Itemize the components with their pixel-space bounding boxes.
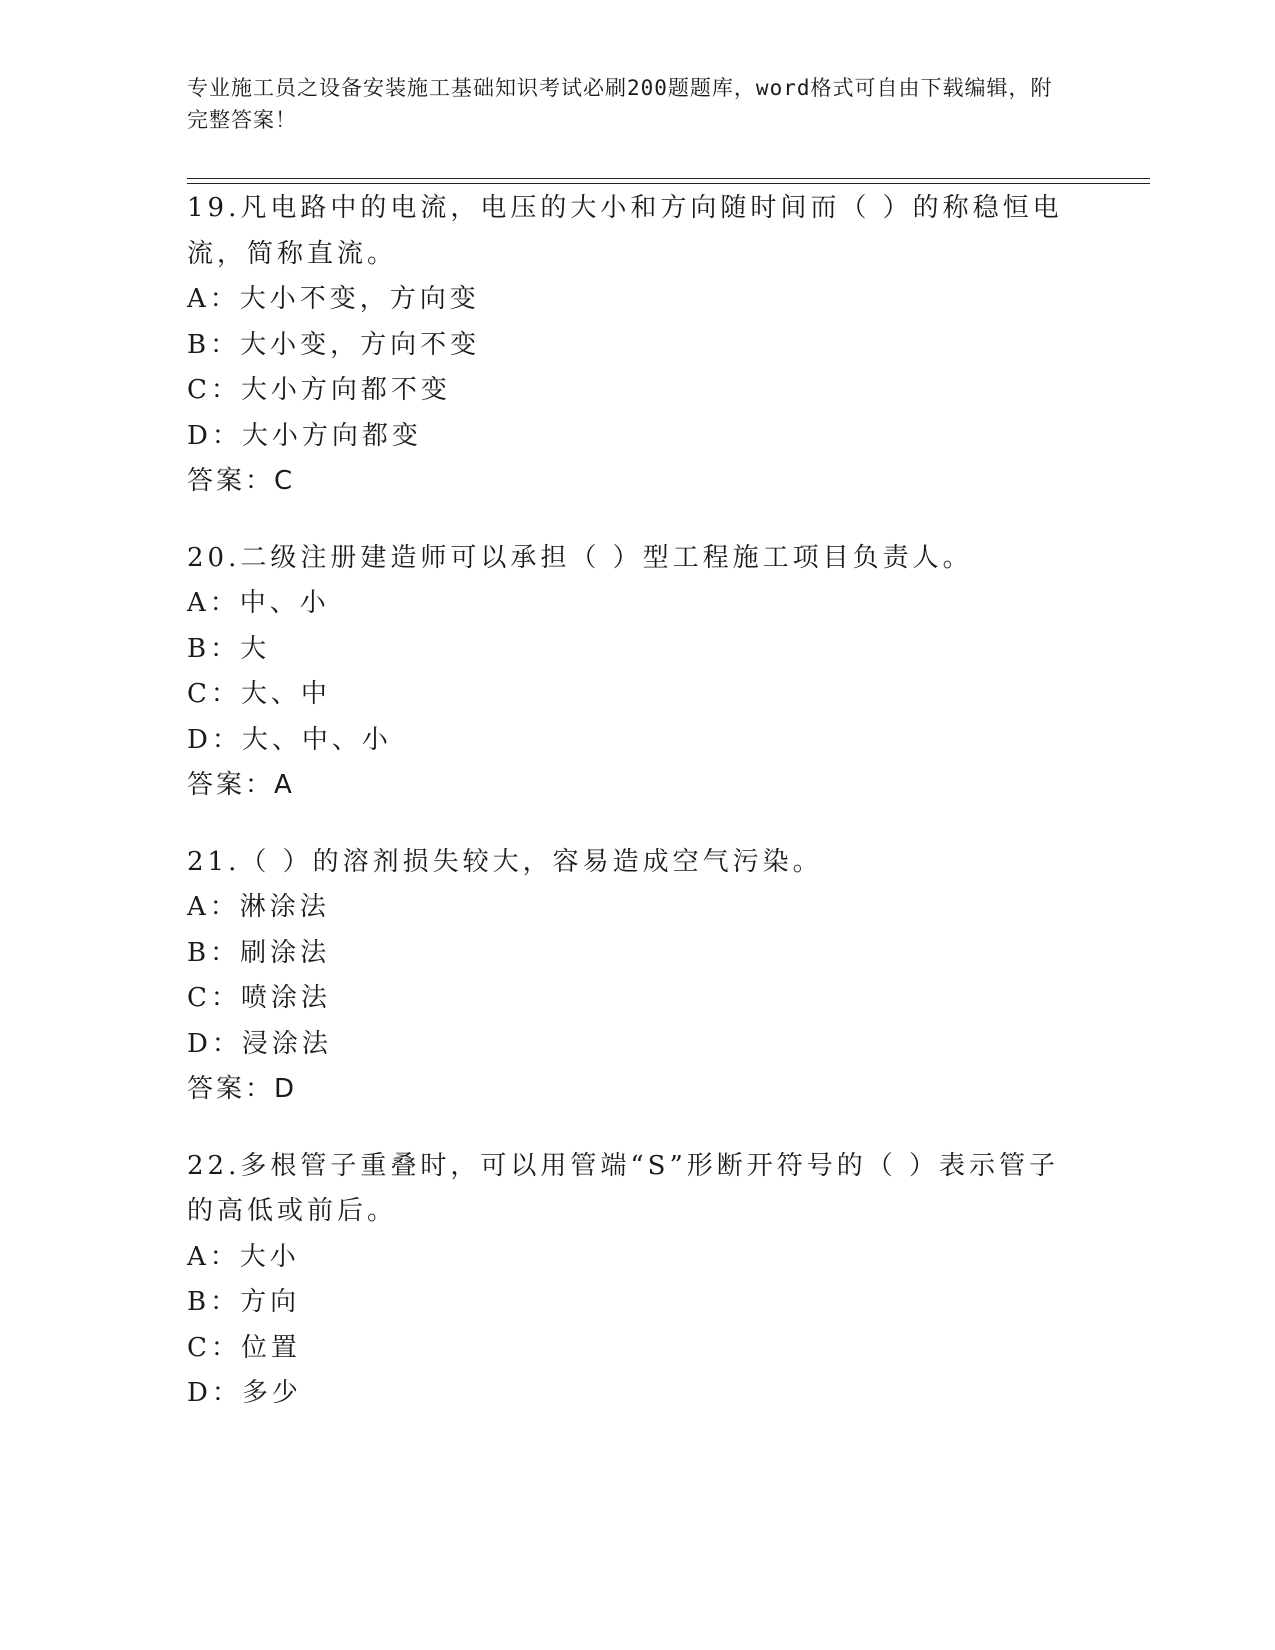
- option-b: B：大小变，方向不变: [187, 329, 481, 360]
- option-c: C：喷涂法: [187, 983, 331, 1013]
- option-b: B：刷涂法: [187, 937, 331, 968]
- question-stem: 19.凡电路中的电流，电压的大小和方向随时间而（ ）的称稳恒电流，简称直流。: [187, 193, 1063, 269]
- answer: 答案：C: [187, 466, 296, 496]
- header-rule-top: [187, 178, 1150, 179]
- header-rule-bottom: [187, 183, 1150, 184]
- option-c: C：大小方向都不变: [187, 375, 451, 405]
- option-d: D：大、中、小: [187, 724, 392, 755]
- option-d: D：多少: [187, 1378, 302, 1408]
- question-stem: 22.多根管子重叠时，可以用管端“S”形断开符号的（ ）表示管子的高低或前后。: [187, 1150, 1060, 1226]
- option-c: C：位置: [187, 1332, 301, 1363]
- option-a: A：大小: [187, 1241, 300, 1272]
- option-d: D：浸涂法: [187, 1028, 332, 1059]
- option-b: B：方向: [187, 1287, 301, 1317]
- option-d: D：大小方向都变: [187, 420, 422, 451]
- question-21: [187, 840, 1087, 1113]
- answer: 答案：D: [187, 1074, 298, 1104]
- option-a: A：大小不变，方向变: [187, 284, 480, 314]
- answer: 答案：A: [187, 770, 295, 800]
- question-list: [187, 186, 1087, 1448]
- question-20: [187, 536, 1087, 809]
- option-c: C：大、中: [187, 679, 331, 709]
- option-a: A：淋涂法: [187, 892, 330, 922]
- question-19: [187, 186, 1087, 505]
- option-b: B：大: [187, 633, 271, 664]
- document-header: 专业施工员之设备安装施工基础知识考试必刷200题题库，word格式可自由下载编辑，附完整答案！: [187, 76, 1053, 132]
- question-22: [187, 1144, 1087, 1417]
- question-stem: 21.（ ）的溶剂损失较大，容易造成空气污染。: [187, 846, 823, 877]
- option-a: A：中、小: [187, 588, 330, 618]
- question-stem: 20.二级注册建造师可以承担（ ）型工程施工项目负责人。: [187, 542, 973, 573]
